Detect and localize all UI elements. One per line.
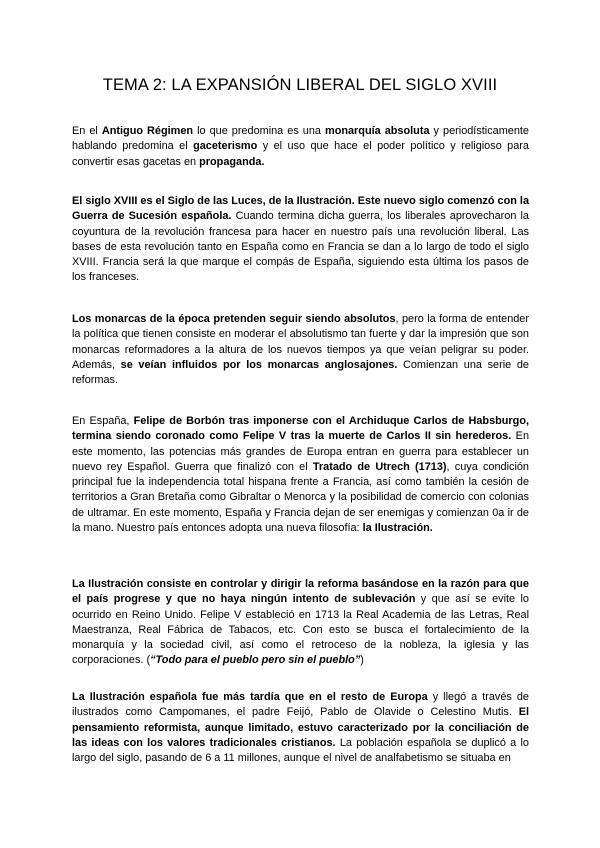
bold-text-run: Tratado de Utrech (1713) — [312, 460, 447, 473]
document-title: TEMA 2: LA EXPANSIÓN LIBERAL DEL SIGLO XVIII — [102, 76, 498, 94]
text-run: y el uso que hace el poder político y religioso para convertir esas gacetas en — [72, 140, 529, 168]
text-run: , cuya condición principal fue la independencia total hispana frente a Francia, así como también la cesión de territorios a Gran Bretaña como Gibraltar o Menorca y la posibilidad de comercio con colonias de ultramar. En este momento, España y Francia dejan de ser enemigas y comienzan 0a ir de la mano. Nuestro país entonces adopta una nueva filosofía: — [72, 460, 529, 535]
bold-text-run: Antiguo Régimen — [101, 125, 194, 137]
paragraph-felipe-de-borbon — [72, 414, 529, 536]
paragraph-la-ilustracion — [72, 577, 529, 669]
text-run: lo que predomina es una — [193, 125, 326, 137]
bold-text-run: El siglo XVIII es el Siglo de las Luces, de la Ilustración. Este nuevo siglo comenzó con la Guerra de Sucesión española. — [72, 195, 529, 223]
bold-text-run: se veían influidos por los monarcas anglosajones. — [120, 358, 398, 371]
paragraph-ilustracion-espanola — [72, 690, 529, 766]
bold-text-run: la Ilustración. — [362, 522, 433, 535]
text-run: y periodísticamente hablando predomina el — [72, 125, 529, 153]
text-run: En este momento, las potencias más grandes de Europa entran en guerra para establecer un nuevo rey Español. Guerra que finalizó con el — [72, 430, 529, 473]
text-run: , pero la forma de entender la política que tienen consiste en moderar el absolutismo tan fuerte y dar la impresión que son monarcas reformadores a la altura de los nuevos tiempos ya que veían peligrar su poder. Además, — [72, 313, 529, 371]
text-run: Cuando termina dicha guerra, los liberales aprovecharon la coyuntura de la revolución francesa para hacer en nuestro país una revolución liberal. Las bases de esta revolución tanto en España como en Francia se dan a lo largo de todo el siglo XVIII. Francia será la que marque el compás de España, siguiendo esta última los pasos de los franceses. — [72, 210, 529, 284]
paragraph-siglo-de-las-luces — [72, 194, 529, 286]
text-run: En España, — [72, 415, 134, 427]
text-run: En el — [72, 125, 102, 137]
bold-text-run: La Ilustración española fue más tardía que en el resto de Europa — [72, 691, 428, 703]
paragraph-antiguo-regimen — [72, 124, 529, 170]
bold-text-run: gaceterismo — [193, 140, 258, 153]
bold-text-run: propaganda. — [199, 155, 265, 168]
paragraph-monarcas-absolutos — [72, 312, 529, 388]
text-run: La población española se duplicó a lo largo del siglo, pasando de 6 a 11 millones, aunque el nivel de analfabetismo se situaba en — [72, 736, 529, 765]
bold-text-run: Los monarcas de la época pretenden seguir siendo absolutos — [72, 313, 396, 325]
bold-text-run: El pensamiento reformista, aunque limitado, estuvo caracterizado por la conciliación de las ideas con los valores tradicionales cristianos. — [72, 706, 529, 749]
text-run: y llegó a través de ilustrados como Campomanes, el padre Feijó, Pablo de Olavide o Celestino Mutis. — [72, 691, 529, 719]
bold-text-run: monarquía absoluta — [325, 125, 430, 137]
bold-text-run: La Ilustración consiste en controlar y dirigir la reforma basándose en la razón para que el país progrese y que no haya ningún intento de sublevación — [72, 578, 529, 606]
bold-text-run: Felipe de Borbón tras imponerse con el Archiduque Carlos de Habsburgo, termina siendo coronado como Felipe V tras la muerte de Carlos II sin herederos. — [72, 415, 529, 443]
text-run: Comienzan una serie de reformas. — [72, 358, 529, 387]
bold-italic-quote: “Todo para el pueblo pero sin el pueblo” — [150, 654, 361, 667]
text-run: y que así se evite lo ocurrido en Reino Unido. Felipe V estableció en 1713 la Real Academia de las Letras, Real Maestranza, Real Fábrica de Tabacos, etc. Con esto se busca el fortalecimiento de la monarquía y la sociedad civil, así como el retroceso de la nobleza, la iglesia y las corporaciones. ( — [72, 593, 529, 667]
text-run: ) — [360, 654, 364, 667]
